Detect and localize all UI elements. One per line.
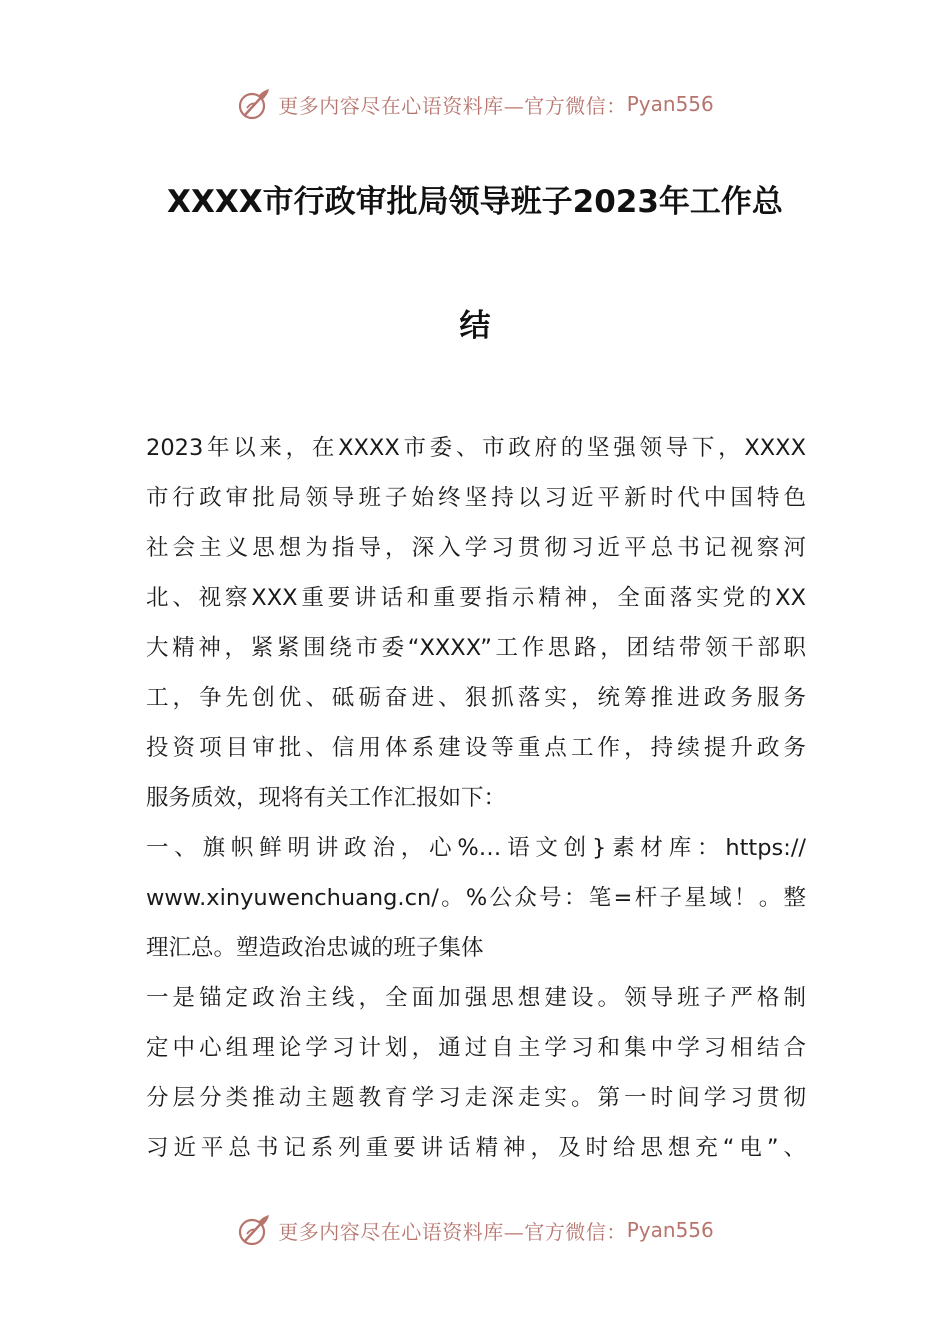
document-title-line-2: 结 — [459, 308, 491, 344]
section-heading-line: 理汇总。塑造政治忠诚的班子集体 — [146, 935, 484, 961]
body-line: 一是锚定政治主线，全面加强思想建设。领导班子严格制 — [146, 985, 806, 1011]
body-line: 社会主义思想为指导，深入学习贯彻习近平总书记视察河 — [146, 535, 806, 561]
body-line: 大精神，紧紧围绕市委“XXXX”工作思路，团结带领干部职 — [146, 635, 806, 661]
header-banner — [0, 84, 950, 124]
banner-text: 更多内容尽在心语资料库—官方微信： — [278, 1219, 627, 1244]
body-line: 习近平总书记系列重要讲话精神，及时给思想充“电”、 — [146, 1135, 806, 1161]
body-line: 工，争先创优、砥砺奋进、狠抓落实，统筹推进政务服务 — [146, 685, 806, 711]
body-line: 服务质效，现将有关工作汇报如下： — [146, 785, 507, 811]
body-line: 市行政审批局领导班子始终坚持以习近平新时代中国特色 — [146, 485, 806, 511]
banner-text: 更多内容尽在心语资料库—官方微信： — [278, 93, 627, 118]
section-heading-line: 一、旗帜鲜明讲政治，心%…语文创}素材库：https:// — [146, 835, 806, 861]
banner-wechat-id: Pyan556 — [626, 92, 714, 116]
quill-logo-icon — [236, 1212, 272, 1248]
body-line: 北、视察XXX重要讲话和重要指示精神，全面落实党的XX — [146, 585, 806, 611]
body-line: 定中心组理论学习计划，通过自主学习和集中学习相结合 — [146, 1035, 806, 1061]
banner-wechat-id: Pyan556 — [626, 1218, 714, 1242]
body-line: 2023年以来，在XXXX市委、市政府的坚强领导下，XXXX — [146, 435, 806, 461]
document-body — [146, 428, 806, 1178]
quill-logo-icon — [236, 86, 272, 122]
body-line: 分层分类推动主题教育学习走深走实。第一时间学习贯彻 — [146, 1085, 806, 1111]
document-title-line-1: XXXX市行政审批局领导班子2023年工作总 — [167, 184, 783, 220]
section-heading-line: www.xinyuwenchuang.cn/。%公众号：笔=杆子星域！。整 — [146, 885, 806, 911]
footer-banner — [0, 1210, 950, 1250]
body-line: 投资项目审批、信用体系建设等重点工作，持续提升政务 — [146, 735, 806, 761]
